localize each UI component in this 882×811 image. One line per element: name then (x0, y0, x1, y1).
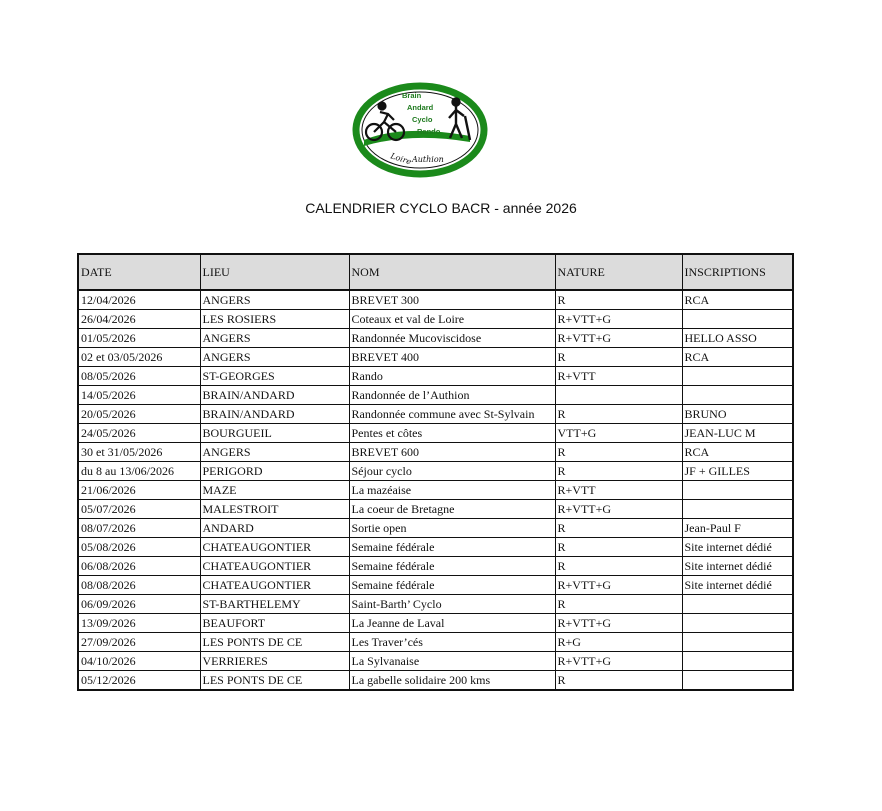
cell-lieu: BOURGUEIL (200, 424, 349, 443)
cell-date: 12/04/2026 (78, 290, 200, 310)
cell-nature: R+VTT+G (555, 652, 682, 671)
cell-lieu: BRAIN/ANDARD (200, 386, 349, 405)
calendar-table (77, 253, 794, 691)
cell-lieu: CHATEAUGONTIER (200, 557, 349, 576)
cell-nom: BREVET 300 (349, 290, 555, 310)
table-row (78, 576, 793, 595)
cell-inscriptions (682, 367, 793, 386)
table-row (78, 443, 793, 462)
cell-nature: R (555, 443, 682, 462)
cell-inscriptions (682, 481, 793, 500)
cell-inscriptions (682, 652, 793, 671)
cell-lieu: LES PONTS DE CE (200, 633, 349, 652)
cell-lieu: VERRIERES (200, 652, 349, 671)
cell-nom: Sortie open (349, 519, 555, 538)
table-row (78, 348, 793, 367)
cell-lieu: ANGERS (200, 329, 349, 348)
cell-nature: R+VTT+G (555, 329, 682, 348)
cell-date: 08/05/2026 (78, 367, 200, 386)
cell-nom: Saint-Barth’ Cyclo (349, 595, 555, 614)
cell-nature: R (555, 671, 682, 691)
cell-nature: R (555, 348, 682, 367)
logo-text-brain: Brain (402, 91, 422, 100)
cell-inscriptions (682, 386, 793, 405)
cell-nom: La coeur de Bretagne (349, 500, 555, 519)
cell-lieu: CHATEAUGONTIER (200, 576, 349, 595)
cell-lieu: LES PONTS DE CE (200, 671, 349, 691)
table-row (78, 614, 793, 633)
cell-nom: BREVET 600 (349, 443, 555, 462)
cell-nature: R (555, 538, 682, 557)
table-row (78, 671, 793, 691)
cell-nom: Randonnée commune avec St-Sylvain (349, 405, 555, 424)
cell-inscriptions: HELLO ASSO (682, 329, 793, 348)
table-row (78, 500, 793, 519)
cell-nature: R (555, 462, 682, 481)
table-row (78, 652, 793, 671)
logo-text-rando: Rando (417, 127, 441, 136)
cell-inscriptions: RCA (682, 443, 793, 462)
cell-lieu: LES ROSIERS (200, 310, 349, 329)
club-logo (352, 82, 488, 178)
header-inscriptions: INSCRIPTIONS (682, 254, 793, 290)
table-row (78, 462, 793, 481)
cell-date: 01/05/2026 (78, 329, 200, 348)
cell-nom: Rando (349, 367, 555, 386)
cell-inscriptions: Site internet dédié (682, 576, 793, 595)
table-row (78, 405, 793, 424)
cell-nature: VTT+G (555, 424, 682, 443)
cell-date: 24/05/2026 (78, 424, 200, 443)
cell-nature: R (555, 519, 682, 538)
cell-inscriptions (682, 500, 793, 519)
cell-lieu: ST-GEORGES (200, 367, 349, 386)
cell-date: 08/08/2026 (78, 576, 200, 595)
cell-nom: La mazéaise (349, 481, 555, 500)
cell-lieu: ANDARD (200, 519, 349, 538)
cell-nature: R+VTT+G (555, 310, 682, 329)
cell-inscriptions: Jean-Paul F (682, 519, 793, 538)
cell-date: 02 et 03/05/2026 (78, 348, 200, 367)
cell-nature: R+VTT (555, 367, 682, 386)
logo-text-andard: Andard (407, 103, 434, 112)
cell-nature: R (555, 405, 682, 424)
cell-date: 30 et 31/05/2026 (78, 443, 200, 462)
cell-inscriptions: RCA (682, 290, 793, 310)
cell-inscriptions: JF + GILLES (682, 462, 793, 481)
table-row (78, 290, 793, 310)
cell-lieu: ANGERS (200, 290, 349, 310)
table-row (78, 519, 793, 538)
cell-date: 05/07/2026 (78, 500, 200, 519)
cell-nom: Les Traver’cés (349, 633, 555, 652)
cell-inscriptions (682, 310, 793, 329)
cell-lieu: ANGERS (200, 443, 349, 462)
cell-nature (555, 386, 682, 405)
cell-nature: R (555, 557, 682, 576)
cell-date: du 8 au 13/06/2026 (78, 462, 200, 481)
cell-date: 26/04/2026 (78, 310, 200, 329)
table-row (78, 481, 793, 500)
cell-lieu: MAZE (200, 481, 349, 500)
cell-date: 20/05/2026 (78, 405, 200, 424)
cell-inscriptions (682, 595, 793, 614)
cell-date: 14/05/2026 (78, 386, 200, 405)
logo-script-authion: Authion (412, 155, 444, 164)
cell-inscriptions: JEAN-LUC M (682, 424, 793, 443)
cell-date: 13/09/2026 (78, 614, 200, 633)
cell-nature: R+VTT+G (555, 576, 682, 595)
cell-date: 27/09/2026 (78, 633, 200, 652)
cell-date: 04/10/2026 (78, 652, 200, 671)
cell-nom: La Jeanne de Laval (349, 614, 555, 633)
cell-date: 06/09/2026 (78, 595, 200, 614)
cell-nature: R+VTT+G (555, 500, 682, 519)
cell-nom: BREVET 400 (349, 348, 555, 367)
logo-script-loire: Loire (389, 151, 413, 167)
page-title: CALENDRIER CYCLO BACR - année 2026 (305, 200, 577, 216)
header-nom: NOM (349, 254, 555, 290)
logo-emblem (352, 82, 488, 178)
table-row (78, 329, 793, 348)
cell-lieu: ST-BARTHELEMY (200, 595, 349, 614)
table-row (78, 633, 793, 652)
table-row (78, 310, 793, 329)
cell-date: 05/08/2026 (78, 538, 200, 557)
cell-inscriptions: RCA (682, 348, 793, 367)
cell-lieu: MALESTROIT (200, 500, 349, 519)
cell-lieu: BEAUFORT (200, 614, 349, 633)
table-row (78, 557, 793, 576)
cell-nom: Semaine fédérale (349, 557, 555, 576)
cell-date: 05/12/2026 (78, 671, 200, 691)
table-row (78, 424, 793, 443)
cell-nom: Coteaux et val de Loire (349, 310, 555, 329)
cell-date: 21/06/2026 (78, 481, 200, 500)
cell-nature: R (555, 595, 682, 614)
cell-inscriptions (682, 614, 793, 633)
cell-nom: Séjour cyclo (349, 462, 555, 481)
cell-inscriptions: Site internet dédié (682, 557, 793, 576)
cell-date: 08/07/2026 (78, 519, 200, 538)
table-row (78, 595, 793, 614)
cell-nom: La gabelle solidaire 200 kms (349, 671, 555, 691)
cell-lieu: CHATEAUGONTIER (200, 538, 349, 557)
table-row (78, 538, 793, 557)
cell-nature: R (555, 290, 682, 310)
cell-lieu: PERIGORD (200, 462, 349, 481)
cell-lieu: ANGERS (200, 348, 349, 367)
cell-lieu: BRAIN/ANDARD (200, 405, 349, 424)
cell-date: 06/08/2026 (78, 557, 200, 576)
cell-inscriptions (682, 671, 793, 691)
header-lieu: LIEU (200, 254, 349, 290)
header-date: DATE (78, 254, 200, 290)
header-row (78, 254, 793, 290)
cell-inscriptions (682, 633, 793, 652)
cell-inscriptions: BRUNO (682, 405, 793, 424)
cell-nom: Randonnée de l’Authion (349, 386, 555, 405)
cell-nature: R+VTT (555, 481, 682, 500)
logo-text-cyclo: Cyclo (412, 115, 433, 124)
cell-nature: R+VTT+G (555, 614, 682, 633)
cell-inscriptions: Site internet dédié (682, 538, 793, 557)
cell-nom: Semaine fédérale (349, 576, 555, 595)
cell-nom: Randonnée Mucoviscidose (349, 329, 555, 348)
table-row (78, 367, 793, 386)
table-row (78, 386, 793, 405)
header-nature: NATURE (555, 254, 682, 290)
cell-nature: R+G (555, 633, 682, 652)
cell-nom: Semaine fédérale (349, 538, 555, 557)
cell-nom: Pentes et côtes (349, 424, 555, 443)
cell-nom: La Sylvanaise (349, 652, 555, 671)
